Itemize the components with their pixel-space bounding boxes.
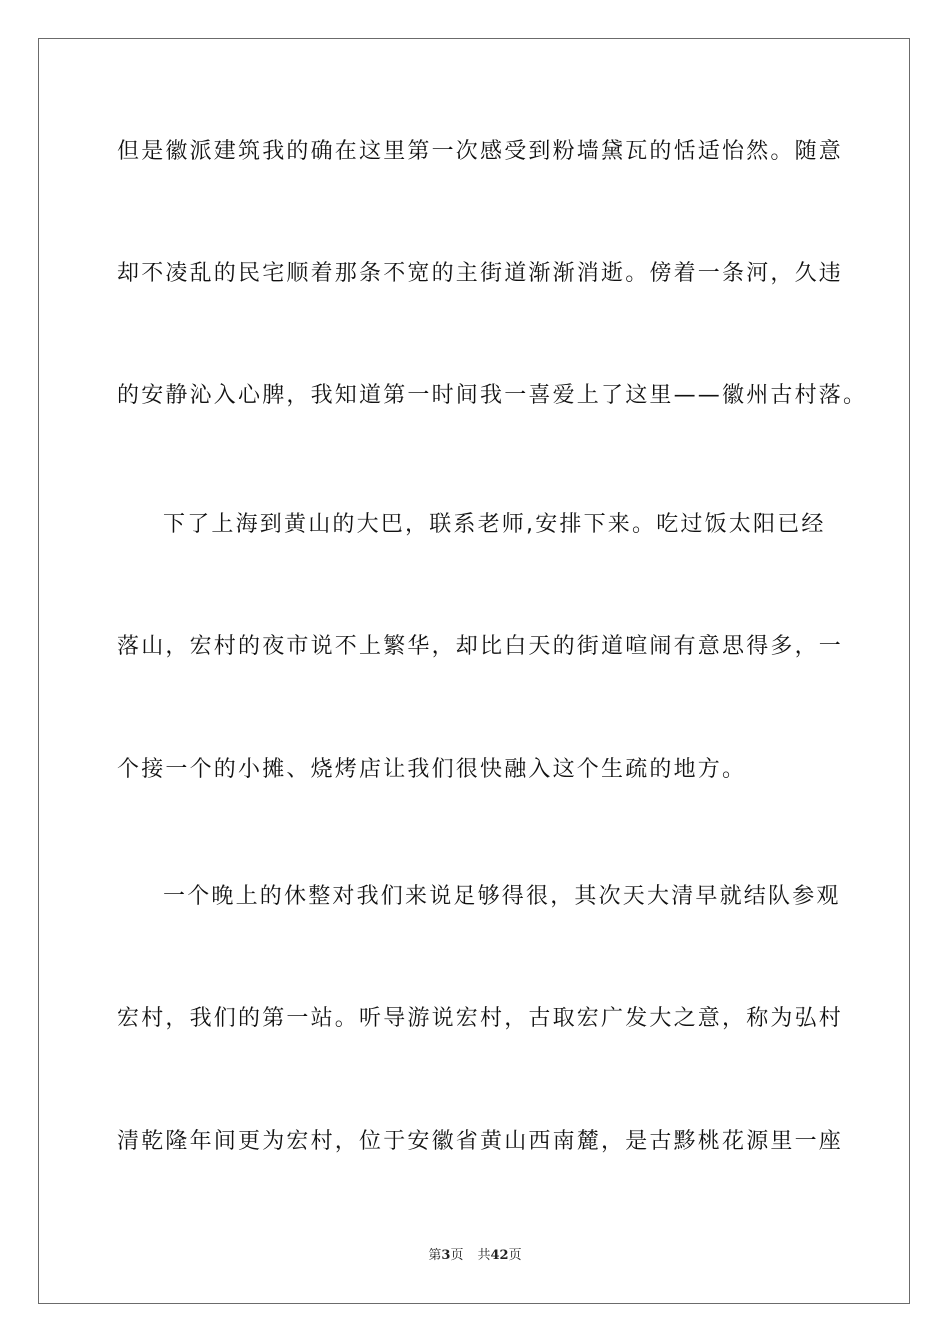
body-line-1: 但是徽派建筑我的确在这里第一次感受到粉墙黛瓦的恬适怡然。随意 [117, 139, 844, 164]
body-line-2: 却不凌乱的民宅顺着那条不宽的主街道渐渐消逝。傍着一条河，久违 [117, 261, 844, 286]
body-line-7: 一个晚上的休整对我们来说足够得很，其次天大清早就结队参观 [163, 884, 841, 909]
page-footer [0, 1244, 950, 1263]
total-pages: 42 [490, 1248, 509, 1263]
body-line-9: 清乾隆年间更为宏村，位于安徽省黄山西南麓，是古黟桃花源里一座 [117, 1129, 844, 1154]
body-line-3: 的安静沁入心脾，我知道第一时间我一喜爱上了这里——徽州古村落。 [117, 383, 868, 408]
body-line-5: 落山，宏村的夜市说不上繁华，却比白天的街道喧闹有意思得多，一 [117, 634, 844, 659]
body-line-4: 下了上海到黄山的大巴，联系老师,安排下来。吃过饭太阳已经 [163, 512, 826, 537]
body-line-6: 个接一个的小摊、烧烤店让我们很快融入这个生疏的地方。 [117, 757, 747, 782]
total-prefix: 共 [477, 1248, 491, 1263]
page-prefix: 第 [428, 1248, 442, 1263]
total-suffix: 页 [508, 1248, 522, 1263]
body-line-8: 宏村，我们的第一站。听导游说宏村，古取宏广发大之意，称为弘村 [117, 1006, 844, 1031]
page-number: 3 [441, 1248, 451, 1263]
page-border [38, 38, 910, 1304]
page-suffix: 页 [450, 1248, 464, 1263]
